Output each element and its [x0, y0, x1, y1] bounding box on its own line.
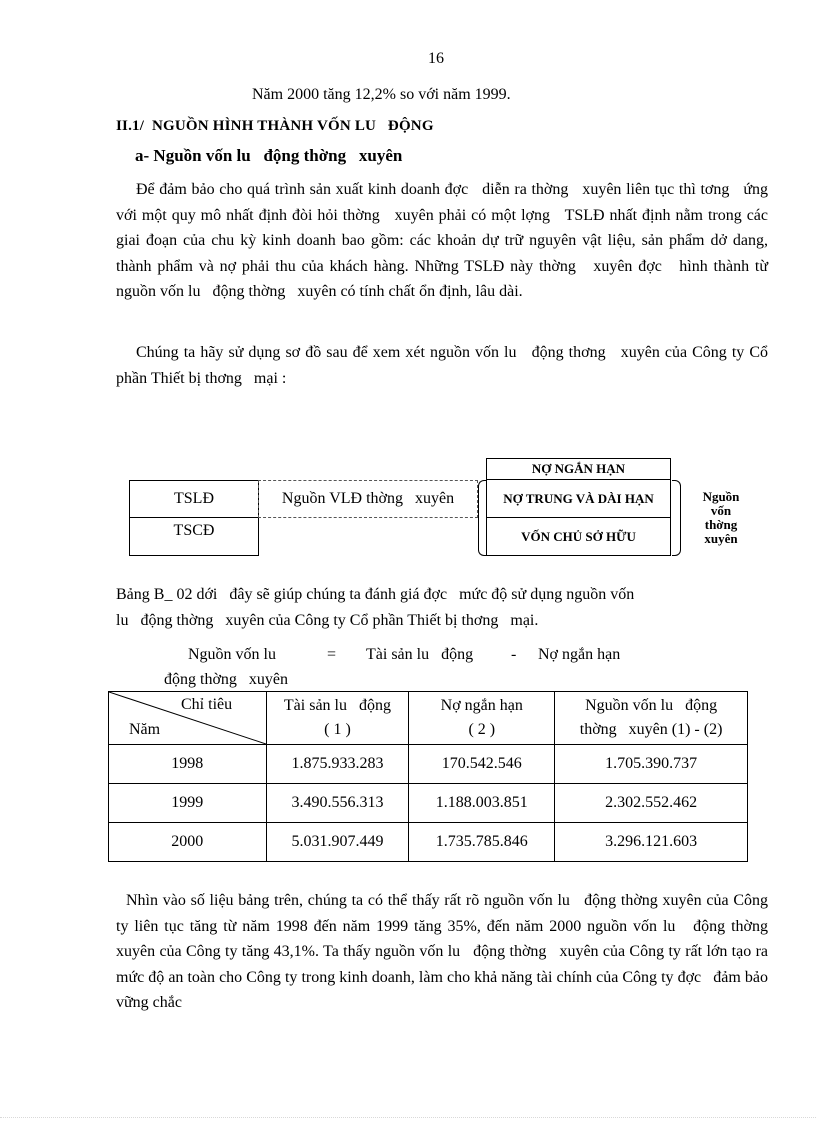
formula-minus: -	[511, 646, 517, 663]
corner-bottom-label: Năm	[129, 721, 161, 738]
row-year: 2000	[109, 823, 267, 862]
diagram-no-trung-dai-han-label: NỢ TRUNG VÀ DÀI HẠN	[503, 490, 654, 506]
diagram-right-brace	[672, 480, 681, 556]
diagram-nguon-von-line-1: Nguồn	[702, 489, 740, 504]
header-assets-line-1: Tài sản lu động	[283, 697, 391, 714]
diagram-tsld-label: TSLĐ	[174, 490, 214, 507]
diagram-nguon-vld-label: Nguồn VLĐ thờng xuyên	[281, 490, 455, 507]
diagram-tscd	[129, 517, 259, 556]
formula-left-line-1: Nguồn vốn lu	[188, 646, 276, 663]
diagram-no-trung-dai-han	[486, 479, 671, 518]
diagram-nguon-vld	[258, 480, 478, 518]
row-assets: 5.031.907.449	[266, 823, 409, 862]
row-capital: 2.302.552.462	[555, 784, 748, 823]
row-year: 1998	[109, 745, 267, 784]
diagram-left-brace	[478, 480, 487, 556]
row-debt: 170.542.546	[409, 745, 555, 784]
header-debt-line-2: ( 2 )	[468, 721, 496, 738]
table-header-debt	[409, 692, 555, 745]
diagram-tscd-label: TSCĐ	[173, 522, 215, 539]
formula-assets: Tài sản lu động	[366, 646, 474, 663]
corner-top-label: Chỉ tiêu	[181, 696, 233, 713]
row-capital: 1.705.390.737	[555, 745, 748, 784]
diagram-nguon-von-line-2: vốn	[710, 503, 732, 518]
diagram-no-ngan-han	[486, 458, 671, 480]
formula-left-line-2: động thờng xuyên	[164, 671, 289, 688]
paragraph-3: Nhìn vào số liệu bảng trên, chúng ta có thể thấy rất rõ nguồn vốn lu động thờng xuyên của Công ty liên tục tăng từ năm 1998 đến năm 1999 tăng 35%, đến năm 2000 nguồn vốn lu động thờng xuyên của Công ty tăng 43,1%. Ta thấy nguồn vốn lu động thờng xuyên của Công ty rất lớn tạo ra mức độ an toàn cho Công ty trong kinh doanh, làm cho khả năng tài chính của Công ty đợc đảm bảo vững chắc	[116, 892, 780, 1012]
table-header-capital	[555, 692, 748, 745]
header-capital-line-2: thờng xuyên (1) - (2)	[579, 721, 723, 738]
table-row	[109, 745, 748, 784]
capital-table	[108, 691, 748, 862]
diagram-tsld	[129, 480, 259, 518]
row-capital: 3.296.121.603	[555, 823, 748, 862]
intro-line: Năm 2000 tăng 12,2% so với năm 1999.	[252, 86, 511, 103]
table-corner-cell	[109, 692, 267, 745]
row-assets: 3.490.556.313	[266, 784, 409, 823]
diagram-nguon-von-label	[694, 490, 748, 546]
header-assets-line-2: ( 1 )	[324, 721, 351, 738]
section-heading: II.1/ NGUỒN HÌNH THÀNH VỐN LU ĐỘNG	[116, 118, 434, 134]
header-capital-line-1: Nguồn vốn lu động	[585, 697, 718, 714]
formula-equals: =	[327, 646, 337, 663]
diagram-von-chu-so-huu-label: VỐN CHỦ SỞ HỮU	[521, 528, 636, 544]
table-intro-line-1: Bảng B_ 02 dới đây sẽ giúp chúng ta đánh giá đợc mức độ sử dụng nguồn vốn	[116, 586, 635, 603]
row-year: 1999	[109, 784, 267, 823]
page-bottom-rule	[0, 1117, 816, 1118]
diagram-no-ngan-han-label: NỢ NGẮN HẠN	[531, 461, 626, 476]
paragraph-1: Để đảm bảo cho quá trình sản xuất kinh doanh đợc diễn ra thờng xuyên liên tục thì tơng ứng với một quy mô nhất định đòi hỏi thờng xuyên phải có một lợng TSLĐ nhất định nằm trong các giai đoạn của chu kỳ kinh doanh bao gồm: các khoản dự trữ nguyên vật liệu, sản phẩm dở dang, thành phẩm và nợ phải thu của khách hàng. Những TSLĐ này thờng xuyên đợc hình thành từ nguồn vốn lu động thờng xuyên có tính chất ổn định, lâu dài.	[116, 181, 772, 301]
subsection-heading: a- Nguồn vốn lu động thờng xuyên	[135, 146, 403, 165]
table-header-assets	[266, 692, 409, 745]
diagram-von-chu-so-huu	[486, 517, 671, 556]
formula-debt: Nợ ngắn hạn	[538, 646, 621, 663]
header-debt-line-1: Nợ ngắn hạn	[440, 697, 523, 714]
row-debt: 1.735.785.846	[409, 823, 555, 862]
page-number: 16	[428, 50, 444, 67]
table-row	[109, 784, 748, 823]
diagram-nguon-von-line-4: xuyên	[704, 531, 738, 546]
table-intro-line-2: lu động thờng xuyên của Công ty Cổ phần Thiết bị thơng mại.	[116, 612, 539, 629]
table-header-row	[109, 692, 748, 745]
row-assets: 1.875.933.283	[266, 745, 409, 784]
paragraph-2: Chúng ta hãy sử dụng sơ đồ sau để xem xét nguồn vốn lu động thơng xuyên của Công ty Cổ phần Thiết bị thơng mại :	[116, 344, 772, 387]
row-debt: 1.188.003.851	[409, 784, 555, 823]
diagram-nguon-von-line-3: thờng	[704, 517, 738, 532]
table-row	[109, 823, 748, 862]
